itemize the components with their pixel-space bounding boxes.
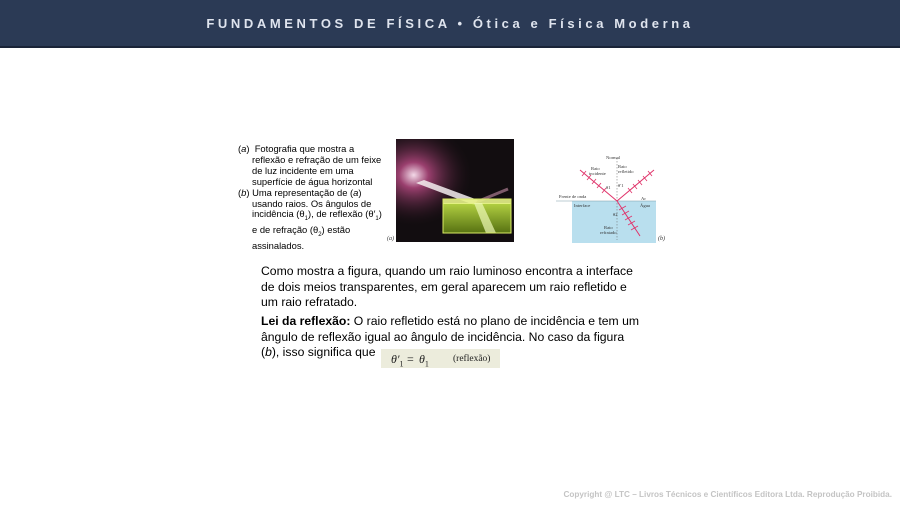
reflected-ray-label-1: Raio <box>618 164 627 169</box>
air-label: Ar <box>641 196 646 201</box>
water-label: Água <box>640 203 650 208</box>
formula-rhs: $\theta_1$ <box>419 352 429 369</box>
formula-lhs: $\theta'_1$ <box>391 352 404 369</box>
wavefront-label: Frente de onda <box>559 194 587 199</box>
reflected-ray-label-2: refletido <box>618 169 634 174</box>
reflection-law-heading: Lei da reflexão: <box>261 314 351 328</box>
incident-ray-label-1: Raio <box>591 166 600 171</box>
formula-equals: = <box>407 352 414 366</box>
copyright-notice: Copyright @ LTC – Livros Técnicos e Científicos Editora Ltda. Reprodução Proibida. <box>563 490 892 499</box>
caption-b: (b) Uma representação de (a) usando raios. Os ângulos de incidência $(\theta_1)$, de reflexão $(\theta'_1)$ e de refração $(\theta_2)$ estão assinalados. <box>238 186 382 251</box>
slide-title: FUNDAMENTOS DE FÍSICA • Ótica e Física Moderna <box>206 16 694 31</box>
photo-tag: (a) <box>387 236 394 242</box>
figure-caption <box>238 144 388 252</box>
refracted-ray-label-1: Raio <box>604 225 613 230</box>
formula-label: (reflexão) <box>453 354 491 364</box>
theta2-label: θ2 <box>613 212 618 217</box>
caption-a: (a) Fotografia que mostra a reflexão e refração de um feixe de luz incidente em uma superfície de água horizontal <box>238 143 382 187</box>
theta1-prime-label: θ′1 <box>618 183 624 188</box>
interface-label: Interface <box>574 203 591 208</box>
reflection-formula <box>381 349 500 368</box>
normal-label: Normal <box>606 155 621 160</box>
incident-ray-label-2: incidente <box>589 171 606 176</box>
paragraph-intro: Como mostra a figura, quando um raio luminoso encontra a interface de dois meios transparentes, em geral aparecem um raio refletido e um raio refratado. <box>261 264 633 310</box>
refracted-ray-label-2: refratado <box>600 230 617 235</box>
reflection-photo <box>396 139 514 242</box>
title-bar <box>0 0 900 48</box>
diagram-tag: (b) <box>658 236 665 242</box>
ray-diagram <box>556 150 671 246</box>
theta1-label: θ1 <box>606 185 611 190</box>
paragraph-reflection-law: Lei da reflexão: O raio refletido está no plano de incidência e tem um ângulo de reflexão igual ao ângulo de incidência. No caso da figura (b), isso significa que <box>261 314 640 360</box>
